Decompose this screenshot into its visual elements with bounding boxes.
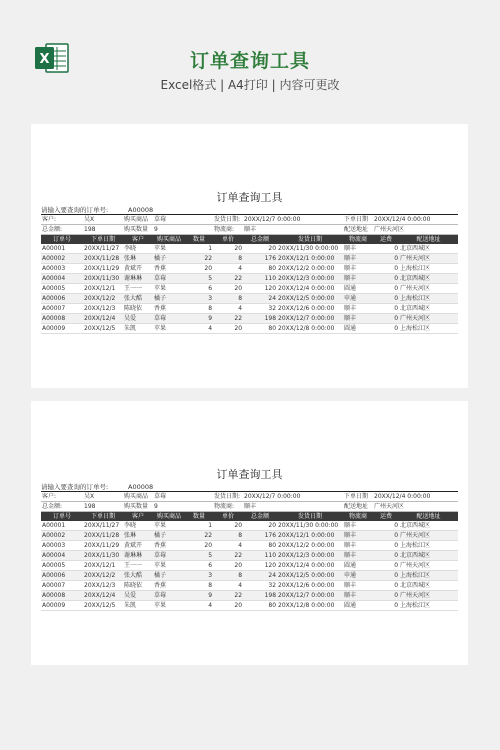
- table-row: [41, 274, 458, 284]
- table-cell: 5: [185, 274, 213, 284]
- table-cell: 香蕉: [153, 541, 185, 551]
- column-header: 总金额: [243, 512, 277, 522]
- table-cell: 20XX/12/2 0:00:00: [277, 541, 343, 551]
- info-label: 总金额:: [41, 225, 83, 235]
- table-cell: 120: [243, 284, 277, 294]
- table-cell: 110: [243, 551, 277, 561]
- table-cell: 陈晓依: [123, 304, 153, 314]
- table-cell: 圆通: [343, 561, 373, 571]
- table-cell: 4: [185, 324, 213, 334]
- table-cell: 20XX/12/8 0:00:00: [277, 601, 343, 611]
- column-header: 客户: [123, 235, 153, 245]
- table-row: [41, 254, 458, 264]
- table-cell: 北京西城区: [399, 274, 458, 284]
- table-row: [41, 581, 458, 591]
- table-cell: 0: [373, 591, 399, 601]
- table-cell: 0: [373, 581, 399, 591]
- info-value: 草莓: [153, 492, 213, 502]
- table-cell: 20XX/12/2: [83, 294, 123, 304]
- column-header: 运费: [373, 512, 399, 522]
- table-cell: 4: [213, 581, 243, 591]
- table-cell: 5: [185, 551, 213, 561]
- info-value: 顺丰: [243, 225, 343, 235]
- table-cell: 20XX/12/1: [83, 561, 123, 571]
- table-cell: 陈晓依: [123, 581, 153, 591]
- column-header: 发货日期: [277, 235, 343, 245]
- table-cell: 20XX/12/3 0:00:00: [277, 274, 343, 284]
- table-cell: 80: [243, 541, 277, 551]
- table-cell: 0: [373, 314, 399, 324]
- order-table: [41, 215, 458, 334]
- info-value: 9: [153, 225, 213, 235]
- info-value: 20XX/12/4 0:00:00: [373, 215, 458, 225]
- table-cell: 20: [213, 284, 243, 294]
- table-cell: 24: [243, 294, 277, 304]
- table-row: [41, 571, 458, 581]
- table-cell: 顺丰: [343, 274, 373, 284]
- table-cell: 20: [213, 244, 243, 254]
- table-cell: 20XX/12/3: [83, 304, 123, 314]
- table-cell: 顺丰: [343, 304, 373, 314]
- table-cell: 圆通: [343, 284, 373, 294]
- table-cell: A00002: [41, 531, 83, 541]
- order-info-row: [41, 225, 458, 235]
- table-row: [41, 561, 458, 571]
- table-cell: 20XX/11/27: [83, 521, 123, 531]
- table-cell: 广州天河区: [399, 531, 458, 541]
- table-cell: 20XX/12/5 0:00:00: [277, 571, 343, 581]
- table-cell: 20XX/12/6 0:00:00: [277, 304, 343, 314]
- column-header: 配送地址: [399, 235, 458, 245]
- table-cell: 20XX/12/1: [83, 284, 123, 294]
- table-cell: 32: [243, 304, 277, 314]
- info-value: 20XX/12/7 0:00:00: [243, 215, 343, 225]
- table-cell: 0: [373, 264, 399, 274]
- table-cell: 谢琳琳: [123, 551, 153, 561]
- order-table: [41, 492, 458, 611]
- table-cell: 22: [213, 591, 243, 601]
- table-cell: 120: [243, 561, 277, 571]
- table-cell: 上海松江区: [399, 324, 458, 334]
- info-label: 购买商品: [123, 215, 153, 225]
- preview-page-1: [31, 124, 468, 388]
- table-cell: 3: [185, 294, 213, 304]
- table-cell: 圆通: [343, 324, 373, 334]
- column-header: 单价: [213, 235, 243, 245]
- order-number-input[interactable]: A00008: [128, 483, 154, 491]
- table-cell: 20: [185, 541, 213, 551]
- table-cell: 198: [243, 591, 277, 601]
- column-header: 数量: [185, 512, 213, 522]
- table-cell: A00007: [41, 304, 83, 314]
- order-info-row: [41, 502, 458, 512]
- order-info-row: [41, 215, 458, 225]
- table-cell: 20XX/11/30: [83, 274, 123, 284]
- info-label: 下单日期: [343, 215, 373, 225]
- column-header: 订单号: [41, 512, 83, 522]
- order-query-prompt: [41, 483, 458, 492]
- table-cell: 20: [213, 561, 243, 571]
- table-cell: 圆通: [343, 601, 373, 611]
- table-cell: 香蕉: [153, 304, 185, 314]
- table-cell: 0: [373, 284, 399, 294]
- info-label: 下单日期: [343, 492, 373, 502]
- table-cell: 20XX/12/4: [83, 591, 123, 601]
- table-cell: 李晓: [123, 521, 153, 531]
- table-cell: 20: [243, 521, 277, 531]
- info-label: 物流商:: [213, 502, 243, 512]
- table-cell: 顺丰: [343, 581, 373, 591]
- table-cell: 20XX/12/7 0:00:00: [277, 591, 343, 601]
- table-row: [41, 541, 458, 551]
- table-cell: 朱凯: [123, 324, 153, 334]
- table-row: [41, 324, 458, 334]
- table-cell: 22: [213, 274, 243, 284]
- table-cell: 广州天河区: [399, 284, 458, 294]
- info-value: 20XX/12/7 0:00:00: [243, 492, 343, 502]
- table-row: [41, 294, 458, 304]
- table-row: [41, 284, 458, 294]
- table-cell: 0: [373, 304, 399, 314]
- table-cell: 广州天河区: [399, 254, 458, 264]
- table-cell: 4: [185, 601, 213, 611]
- table-row: [41, 591, 458, 601]
- column-header: 购买商品: [153, 512, 185, 522]
- info-value: 吴X: [83, 215, 123, 225]
- table-cell: 4: [213, 304, 243, 314]
- column-header: 总金额: [243, 235, 277, 245]
- table-cell: 20XX/11/29: [83, 264, 123, 274]
- column-header: 单价: [213, 512, 243, 522]
- table-cell: 20XX/11/29: [83, 541, 123, 551]
- column-header: 配送地址: [399, 512, 458, 522]
- order-query-prompt: [41, 206, 458, 215]
- sheet-title: 订单查询工具: [216, 468, 283, 481]
- table-cell: 80: [243, 324, 277, 334]
- table-cell: 80: [243, 264, 277, 274]
- table-cell: 上海松江区: [399, 571, 458, 581]
- table-cell: 北京西城区: [399, 551, 458, 561]
- table-cell: A00007: [41, 581, 83, 591]
- table-cell: 8: [213, 254, 243, 264]
- column-header: 物流商: [343, 512, 373, 522]
- info-label: 发货日期:: [213, 215, 243, 225]
- table-cell: 20XX/11/30: [83, 551, 123, 561]
- table-header-row: [41, 235, 458, 245]
- table-cell: 顺丰: [343, 531, 373, 541]
- table-cell: 北京西城区: [399, 521, 458, 531]
- column-header: 数量: [185, 235, 213, 245]
- table-cell: 王一一: [123, 284, 153, 294]
- table-cell: 20XX/11/28: [83, 531, 123, 541]
- table-cell: 张大酷: [123, 571, 153, 581]
- table-cell: 4: [213, 541, 243, 551]
- info-label: 购买数量: [123, 225, 153, 235]
- info-value: 198: [83, 225, 123, 235]
- table-cell: 0: [373, 324, 399, 334]
- info-label: 客户:: [41, 215, 83, 225]
- column-header: 物流商: [343, 235, 373, 245]
- info-value: 草莓: [153, 215, 213, 225]
- table-cell: 北京西城区: [399, 304, 458, 314]
- table-cell: 20XX/11/27: [83, 244, 123, 254]
- info-value: 吴X: [83, 492, 123, 502]
- table-cell: 香蕉: [153, 264, 185, 274]
- table-cell: 北京西城区: [399, 244, 458, 254]
- table-cell: 20XX/11/30 0:00:00: [277, 521, 343, 531]
- table-cell: 22: [213, 314, 243, 324]
- table-cell: A00005: [41, 284, 83, 294]
- table-cell: 0: [373, 274, 399, 284]
- column-header: 发货日期: [277, 512, 343, 522]
- table-cell: 20XX/12/5: [83, 601, 123, 611]
- table-row: [41, 601, 458, 611]
- table-cell: 20XX/12/1 0:00:00: [277, 531, 343, 541]
- table-cell: 176: [243, 254, 277, 264]
- table-cell: 苹果: [153, 561, 185, 571]
- table-cell: A00009: [41, 601, 83, 611]
- info-label: 客户:: [41, 492, 83, 502]
- table-cell: 草莓: [153, 551, 185, 561]
- table-cell: A00001: [41, 521, 83, 531]
- order-number-input[interactable]: A00008: [128, 206, 154, 214]
- table-cell: 黄斌开: [123, 264, 153, 274]
- table-cell: 苹果: [153, 601, 185, 611]
- table-cell: 谢琳琳: [123, 274, 153, 284]
- table-cell: 20XX/12/4 0:00:00: [277, 284, 343, 294]
- table-cell: 0: [373, 531, 399, 541]
- info-label: 发货日期:: [213, 492, 243, 502]
- table-cell: 6: [185, 561, 213, 571]
- table-cell: A00001: [41, 244, 83, 254]
- table-cell: 广州天河区: [399, 591, 458, 601]
- table-cell: 张琳: [123, 254, 153, 264]
- info-label: 购买商品: [123, 492, 153, 502]
- table-cell: 22: [213, 551, 243, 561]
- table-cell: A00006: [41, 571, 83, 581]
- table-cell: 8: [213, 294, 243, 304]
- table-cell: 20: [185, 264, 213, 274]
- table-cell: 顺丰: [343, 541, 373, 551]
- table-cell: 20: [213, 601, 243, 611]
- table-cell: 20XX/12/3 0:00:00: [277, 551, 343, 561]
- table-cell: 橘子: [153, 254, 185, 264]
- column-header: 客户: [123, 512, 153, 522]
- table-cell: 80: [243, 601, 277, 611]
- table-cell: A00005: [41, 561, 83, 571]
- header: [0, 0, 500, 110]
- table-cell: 苹果: [153, 521, 185, 531]
- table-cell: 0: [373, 561, 399, 571]
- table-cell: 20XX/11/28: [83, 254, 123, 264]
- table-cell: 20XX/12/7 0:00:00: [277, 314, 343, 324]
- column-header: 订单号: [41, 235, 83, 245]
- info-label: 购买数量: [123, 502, 153, 512]
- prompt-label: 请输入要查询的订单号:: [41, 483, 109, 491]
- table-cell: 橘子: [153, 531, 185, 541]
- info-value: 9: [153, 502, 213, 512]
- table-cell: A00004: [41, 274, 83, 284]
- table-cell: A00009: [41, 324, 83, 334]
- preview-page-2: [31, 401, 468, 665]
- table-cell: 0: [373, 571, 399, 581]
- table-cell: A00003: [41, 541, 83, 551]
- table-cell: 0: [373, 551, 399, 561]
- column-header: 下单日期: [83, 512, 123, 522]
- table-cell: 草莓: [153, 314, 185, 324]
- table-cell: 顺丰: [343, 521, 373, 531]
- table-row: [41, 264, 458, 274]
- table-cell: 顺丰: [343, 264, 373, 274]
- table-cell: 草莓: [153, 591, 185, 601]
- table-cell: 1: [185, 521, 213, 531]
- table-row: [41, 304, 458, 314]
- table-cell: 176: [243, 531, 277, 541]
- table-cell: 8: [213, 531, 243, 541]
- table-cell: 吴爱: [123, 314, 153, 324]
- table-cell: 20XX/12/4 0:00:00: [277, 561, 343, 571]
- logo-letter: X: [39, 52, 50, 67]
- table-cell: 苹果: [153, 284, 185, 294]
- order-sheet: [41, 467, 458, 611]
- table-cell: 李晓: [123, 244, 153, 254]
- table-cell: 20: [213, 324, 243, 334]
- column-header: 运费: [373, 235, 399, 245]
- table-cell: 9: [185, 591, 213, 601]
- info-label: 配送地址: [343, 502, 373, 512]
- table-cell: 申通: [343, 571, 373, 581]
- table-cell: 北京西城区: [399, 581, 458, 591]
- table-cell: 20XX/12/3: [83, 581, 123, 591]
- order-sheet: [41, 190, 458, 334]
- page-subtitle: Excel格式 | A4打印 | 内容可更改: [160, 78, 340, 92]
- table-cell: 顺丰: [343, 591, 373, 601]
- info-label: 物流商:: [213, 225, 243, 235]
- table-cell: 吴爱: [123, 591, 153, 601]
- table-cell: 顺丰: [343, 254, 373, 264]
- column-header: 下单日期: [83, 235, 123, 245]
- table-cell: A00006: [41, 294, 83, 304]
- page-title: 订单查询工具: [189, 50, 310, 72]
- table-cell: A00004: [41, 551, 83, 561]
- table-cell: 香蕉: [153, 581, 185, 591]
- table-cell: 20XX/12/6 0:00:00: [277, 581, 343, 591]
- table-cell: 4: [213, 264, 243, 274]
- table-cell: 0: [373, 294, 399, 304]
- info-value: 广州天河区: [373, 502, 458, 512]
- table-cell: A00002: [41, 254, 83, 264]
- table-cell: 张琳: [123, 531, 153, 541]
- table-row: [41, 521, 458, 531]
- table-cell: 朱凯: [123, 601, 153, 611]
- table-cell: 110: [243, 274, 277, 284]
- table-cell: 苹果: [153, 244, 185, 254]
- column-header: 购买商品: [153, 235, 185, 245]
- table-cell: 3: [185, 571, 213, 581]
- prompt-label: 请输入要查询的订单号:: [41, 206, 109, 214]
- table-cell: 22: [185, 531, 213, 541]
- table-cell: 0: [373, 244, 399, 254]
- table-cell: 20XX/12/8 0:00:00: [277, 324, 343, 334]
- order-info-row: [41, 492, 458, 502]
- table-cell: 0: [373, 254, 399, 264]
- info-value: 顺丰: [243, 502, 343, 512]
- table-cell: 198: [243, 314, 277, 324]
- table-cell: 上海松江区: [399, 541, 458, 551]
- table-cell: A00008: [41, 591, 83, 601]
- table-cell: 申通: [343, 294, 373, 304]
- table-cell: 6: [185, 284, 213, 294]
- info-value: 广州天河区: [373, 225, 458, 235]
- table-cell: 20XX/12/5 0:00:00: [277, 294, 343, 304]
- table-cell: 顺丰: [343, 551, 373, 561]
- table-cell: 8: [213, 571, 243, 581]
- table-cell: 橘子: [153, 571, 185, 581]
- table-cell: 草莓: [153, 274, 185, 284]
- table-cell: 22: [185, 254, 213, 264]
- table-cell: 广州天河区: [399, 314, 458, 324]
- table-row: [41, 531, 458, 541]
- info-value: 198: [83, 502, 123, 512]
- table-cell: 王一一: [123, 561, 153, 571]
- table-cell: 20XX/12/2: [83, 571, 123, 581]
- table-cell: 0: [373, 601, 399, 611]
- table-row: [41, 244, 458, 254]
- table-cell: 上海松江区: [399, 264, 458, 274]
- table-cell: 20XX/12/4: [83, 314, 123, 324]
- table-cell: 20XX/11/30 0:00:00: [277, 244, 343, 254]
- table-cell: 20XX/12/1 0:00:00: [277, 254, 343, 264]
- table-cell: 1: [185, 244, 213, 254]
- table-cell: A00003: [41, 264, 83, 274]
- table-cell: 苹果: [153, 324, 185, 334]
- sheet-title: 订单查询工具: [216, 191, 283, 204]
- table-row: [41, 551, 458, 561]
- table-cell: 上海松江区: [399, 294, 458, 304]
- table-cell: 顺丰: [343, 244, 373, 254]
- info-label: 配送地址: [343, 225, 373, 235]
- table-cell: 8: [185, 304, 213, 314]
- info-label: 总金额:: [41, 502, 83, 512]
- table-cell: 24: [243, 571, 277, 581]
- table-row: [41, 314, 458, 324]
- table-cell: 20XX/12/5: [83, 324, 123, 334]
- table-cell: 0: [373, 541, 399, 551]
- table-cell: 8: [185, 581, 213, 591]
- table-cell: 32: [243, 581, 277, 591]
- table-cell: 20: [243, 244, 277, 254]
- table-cell: 张大酷: [123, 294, 153, 304]
- table-cell: 上海松江区: [399, 601, 458, 611]
- table-cell: 广州天河区: [399, 561, 458, 571]
- table-cell: 20: [213, 521, 243, 531]
- table-header-row: [41, 512, 458, 522]
- table-cell: 黄斌开: [123, 541, 153, 551]
- table-cell: 橘子: [153, 294, 185, 304]
- table-cell: 20XX/12/2 0:00:00: [277, 264, 343, 274]
- info-value: 20XX/12/4 0:00:00: [373, 492, 458, 502]
- table-cell: A00008: [41, 314, 83, 324]
- table-cell: 顺丰: [343, 314, 373, 324]
- table-cell: 0: [373, 521, 399, 531]
- table-cell: 9: [185, 314, 213, 324]
